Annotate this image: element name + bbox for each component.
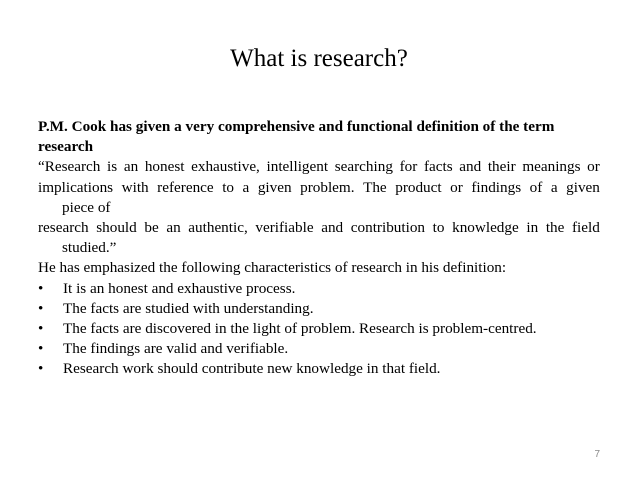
quote-word: be [144,219,159,237]
quote-word: given [566,178,600,196]
quote-word: should [96,219,137,237]
bullet-icon: • [38,360,44,378]
quote-word: research [38,219,89,237]
quote-word: a [242,178,250,196]
bullet-icon: • [38,299,44,317]
quote-word: the [545,219,565,237]
quote-word: is [107,158,118,176]
quote-line-5: studied.” [62,239,117,257]
quote-block [38,157,600,258]
list-item-text: Research work should contribute new knowledge in that field. [63,360,441,378]
quote-word: to [432,219,445,237]
page-number: 7 [594,449,600,460]
bullet-icon: • [38,340,44,358]
quote-line-3: piece of [62,198,111,216]
quote-word: of [529,178,543,196]
quote-word: “Research [38,158,101,176]
quote-word: field [572,219,600,237]
quote-word: exhaustive, [191,158,260,176]
list-item-text: It is an honest and exhaustive process. [63,279,296,297]
quote-word: authentic, [188,219,248,237]
emphasis-line: He has emphasized the following characteristics of research in his definition: [38,259,507,277]
quote-word: knowledge [452,219,519,237]
slide-body [38,117,600,380]
quote-word: verifiable [255,219,314,237]
quote-word: or [587,158,600,176]
quote-word: in [526,219,539,237]
list-item [38,319,600,339]
quote-word: an [123,158,139,176]
quote-word: implications [38,178,114,196]
quote-word: The [363,178,387,196]
quote-line-1 [38,157,600,177]
quote-word: and [459,158,482,176]
characteristics-list [38,279,600,380]
quote-word: meanings [522,158,581,176]
quote-word: with [121,178,149,196]
intro-line-1: P.M. Cook has given a very comprehensive and functional definition of the term [38,118,555,135]
quote-word: contribution [350,219,426,237]
list-item-text: The facts are studied with understanding. [63,299,314,317]
quote-word: product [395,178,442,196]
bullet-icon: • [38,320,44,338]
list-item-text: The facts are discovered in the light of problem. Research is problem-centred. [63,320,537,338]
quote-line-4 [38,218,600,238]
quote-line-2 [38,178,600,198]
list-item-text: The findings are valid and verifiable. [63,340,289,358]
quote-word: and [321,219,344,237]
quote-word: for [399,158,418,176]
slide-title: What is research? [230,45,408,72]
list-item [38,359,600,379]
quote-word: an [166,219,181,237]
quote-word: their [487,158,516,176]
list-item [38,279,600,299]
list-item [38,339,600,359]
list-item [38,299,600,319]
quote-word: facts [423,158,453,176]
quote-word: findings [471,178,522,196]
quote-word: to [222,178,235,196]
intro-line-2: research [38,138,94,156]
bullet-icon: • [38,279,44,297]
quote-word: reference [157,178,214,196]
quote-word: searching [334,158,393,176]
quote-word: intelligent [266,158,329,176]
quote-word: or [450,178,463,196]
quote-word: given [257,178,292,196]
quote-word: problem. [300,178,355,196]
quote-word: honest [144,158,185,176]
quote-word: a [550,178,558,196]
